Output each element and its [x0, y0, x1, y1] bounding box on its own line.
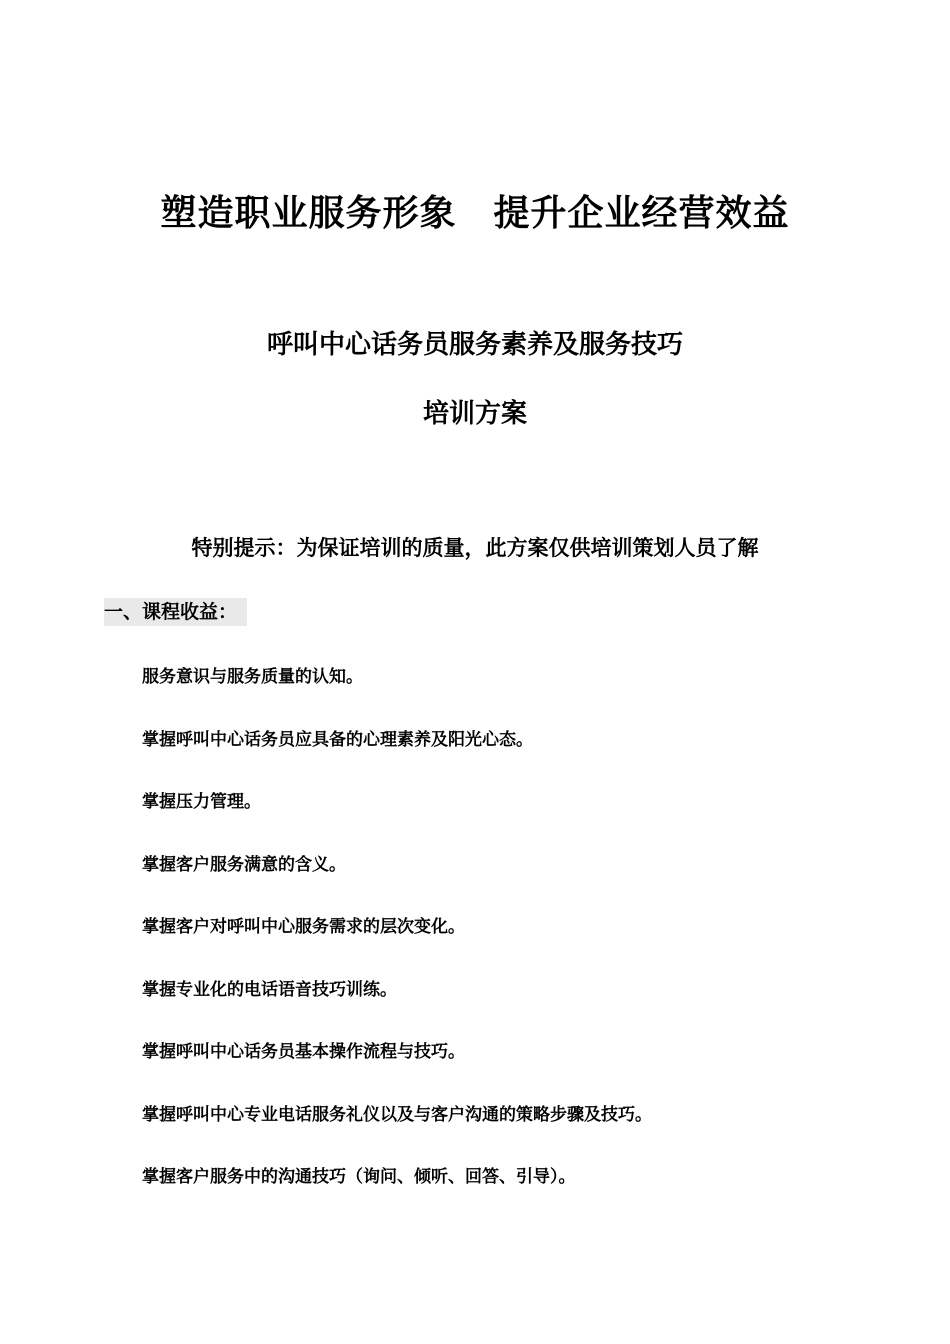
list-item: 服务意识与服务质量的认知。 — [142, 667, 363, 687]
list-item: 掌握客户对呼叫中心服务需求的层次变化。 — [142, 917, 465, 937]
list-item: 掌握压力管理。 — [142, 792, 261, 812]
benefits-list — [142, 662, 652, 1225]
subtitle-line-2: 培训方案 — [422, 399, 527, 429]
list-item: 掌握呼叫中心专业电话服务礼仪以及与客户沟通的策略步骤及技巧。 — [142, 1104, 652, 1125]
special-notice: 特别提示：为保证培训的质量，此方案仅供培训策划人员了解 — [191, 536, 759, 560]
list-item: 掌握专业化的电话语音技巧训练。 — [142, 979, 397, 1000]
list-item: 掌握呼叫中心话务员应具备的心理素养及阳光心态。 — [142, 729, 533, 750]
list-item: 掌握客户服务满意的含义。 — [142, 854, 346, 875]
list-item: 掌握客户服务中的沟通技巧（询问、倾听、回答、引导）。 — [142, 1167, 576, 1187]
subtitle-line-1: 呼叫中心话务员服务素养及服务技巧 — [266, 330, 683, 360]
list-item: 掌握呼叫中心话务员基本操作流程与技巧。 — [142, 1042, 465, 1062]
section-heading-course-benefits: 一、课程收益： — [104, 598, 247, 626]
main-title: 塑造职业服务形象 提升企业经营效益 — [160, 193, 790, 234]
